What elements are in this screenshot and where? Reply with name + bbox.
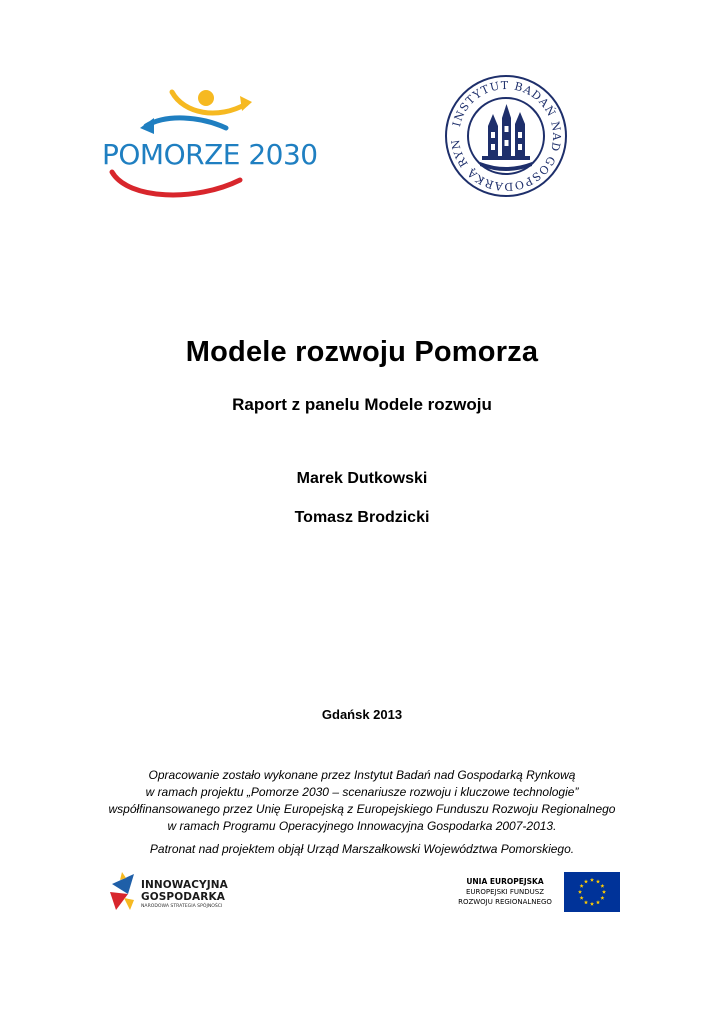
author-name: Marek Dutkowski bbox=[296, 470, 428, 487]
eu-fund-text bbox=[452, 876, 558, 907]
author-name: Tomasz Brodzicki bbox=[294, 509, 430, 526]
funding-note-line: współfinansowanego przez Unię Europejską z Europejskiego Funduszu Rozwoju Regionalnego bbox=[108, 802, 616, 816]
document-title: Modele rozwoju Pomorza bbox=[185, 336, 539, 368]
patronage-note: Patronat nad projektem objął Urząd Marszałkowski Województwa Pomorskiego. bbox=[149, 842, 575, 856]
document-subtitle: Raport z panelu Modele rozwoju bbox=[232, 395, 492, 414]
pomorze-2030-logo bbox=[100, 84, 318, 204]
ibngr-ring-textpath: INSTYTUT BADAŃ NAD GOSPODARKĄ RYN bbox=[448, 78, 564, 194]
ig-tagline: NARODOWA STRATEGIA SPÓJNOŚCI bbox=[141, 904, 223, 909]
eu-fund-line2: ROZWOJU REGIONALNEGO bbox=[458, 898, 552, 906]
pomorze-2030-wordmark: POMORZE 2030 bbox=[102, 138, 318, 171]
innowacyjna-gospodarka-logo bbox=[108, 870, 238, 914]
ibngr-seal-logo bbox=[444, 74, 568, 198]
ig-emblem-icon bbox=[108, 870, 138, 914]
eu-flag-graphic bbox=[564, 872, 620, 912]
funding-note-line: w ramach Programu Operacyjnego Innowacyjna Gospodarka 2007-2013. bbox=[167, 819, 557, 833]
funding-note-line: w ramach projektu „Pomorze 2030 – scenariusze rozwoju i kluczowe technologie” bbox=[145, 785, 579, 799]
eu-fund-line1: EUROPEJSKI FUNDUSZ bbox=[465, 888, 545, 896]
eu-name: UNIA EUROPEJSKA bbox=[466, 877, 544, 886]
funding-note-line: Opracowanie zostało wykonane przez Instytut Badań nad Gospodarką Rynkową bbox=[148, 768, 576, 782]
eu-flag-icon bbox=[564, 872, 620, 912]
ig-title-line2: GOSPODARKA bbox=[141, 891, 225, 903]
ig-title-line1: INNOWACYJNA bbox=[141, 879, 228, 891]
place-and-year: Gdańsk 2013 bbox=[321, 707, 403, 722]
ibngr-seal-icon bbox=[444, 74, 568, 198]
